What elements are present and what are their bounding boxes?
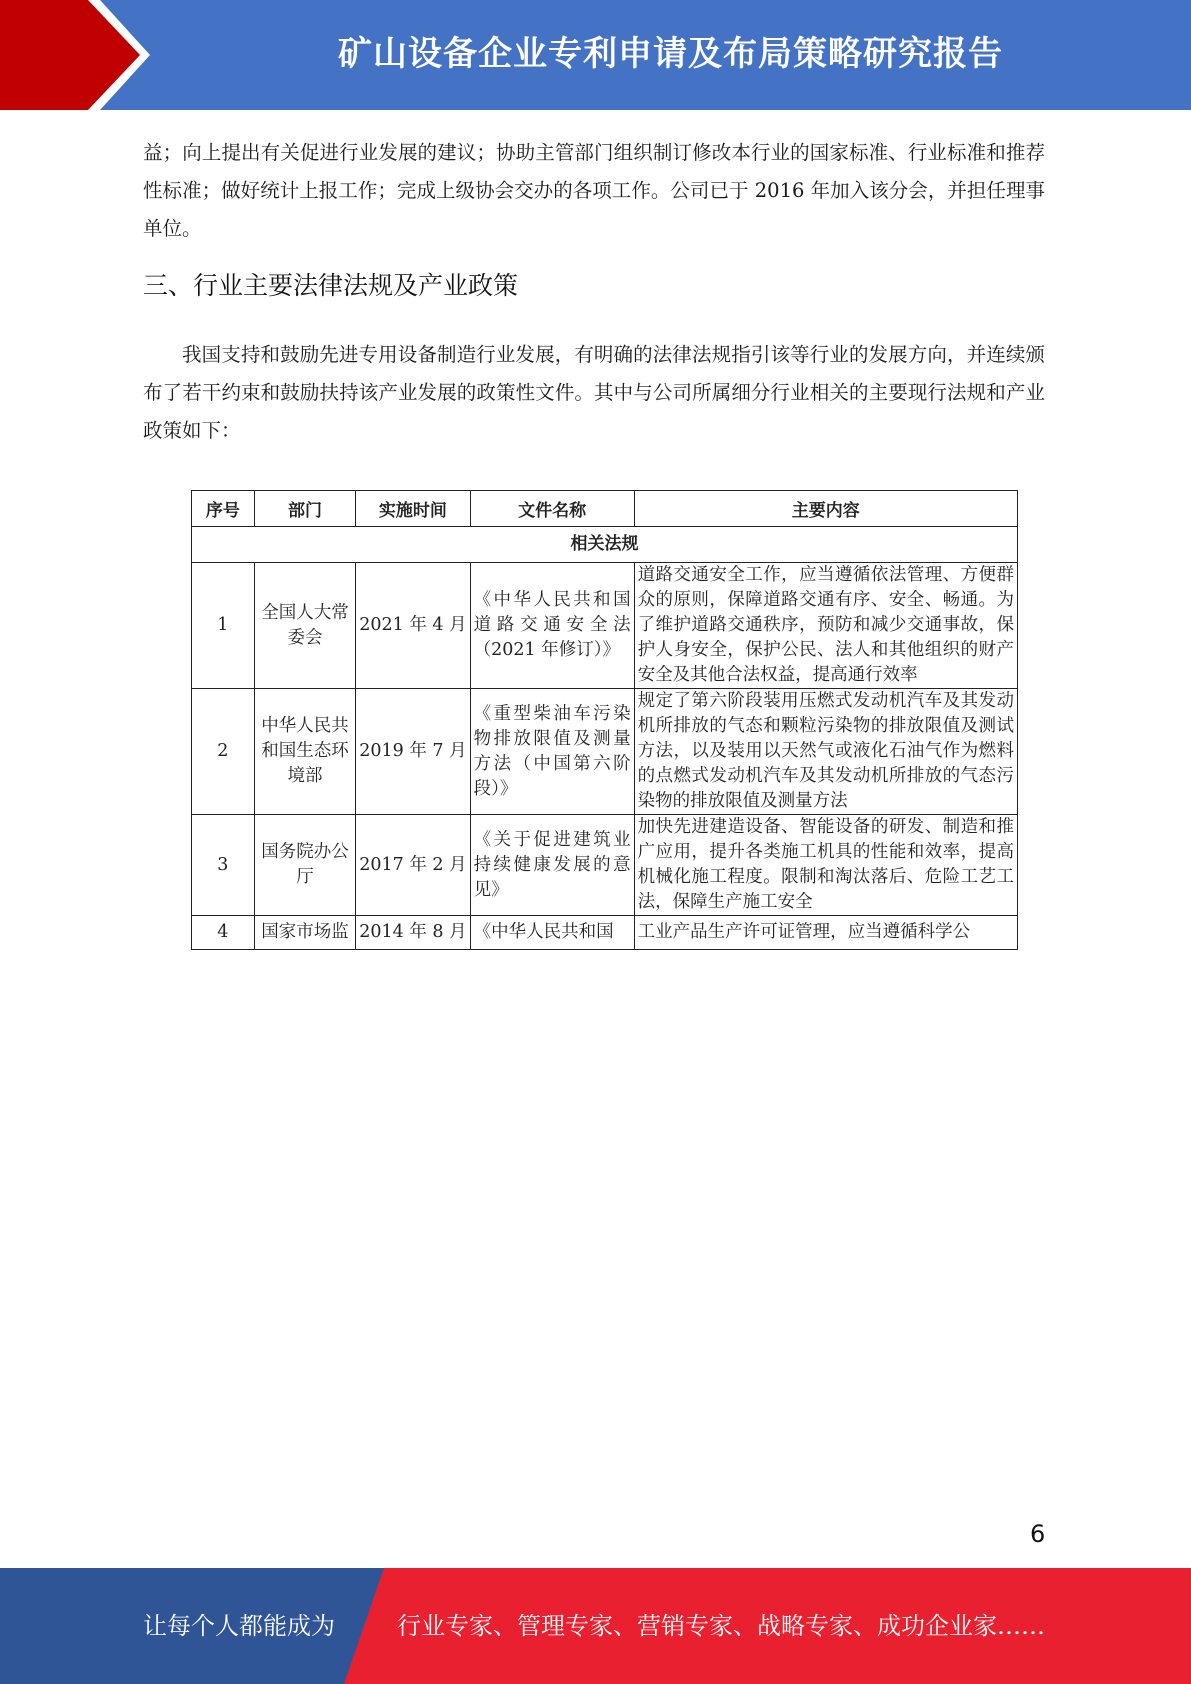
cell-index: 1 (192, 563, 255, 689)
header-content: 主要内容 (634, 491, 1017, 527)
header-department: 部门 (254, 491, 356, 527)
cell-index: 4 (192, 916, 255, 950)
header-arrow-decoration (0, 0, 150, 110)
laws-regulations-table (191, 490, 1018, 950)
cell-content: 规定了第六阶段装用压燃式发动机汽车及其发动机所排放的气态和颗粒污染物的排放限值及测试方法，以及装用以天然气或液化石油气作为燃料的点燃式发动机汽车及其发动机所排放的气态污染物的排放限值及测量方法 (634, 689, 1017, 815)
cell-department: 国家市场监 (254, 916, 356, 950)
paragraph-association-duties: 益；向上提出有关促进行业发展的建议；协助主管部门组织制订修改本行业的国家标准、行业标准和推荐性标准；做好统计上报工作；完成上级协会交办的各项工作。公司已于 2016 年加入该分会，并担任理事单位。 (143, 141, 1045, 240)
table-row (192, 563, 1018, 689)
cell-document: 《关于促进建筑业持续健康发展的意见》 (470, 815, 634, 916)
section-heading: 三、行业主要法律法规及产业政策 (143, 271, 519, 300)
paragraph-policy-intro: 我国支持和鼓励先进专用设备制造行业发展，有明确的法律法规指引该等行业的发展方向，并连续颁布了若干约束和鼓励扶持该产业发展的政策性文件。其中与公司所属细分行业相关的主要现行法规和产业政策如下： (143, 343, 1045, 442)
report-title: 矿山设备企业专利申请及布局策略研究报告 (338, 34, 1003, 74)
table-row (192, 815, 1018, 916)
cell-department: 全国人大常委会 (254, 563, 356, 689)
header-date: 实施时间 (356, 491, 470, 527)
cell-date: 2021 年 4 月 (356, 563, 470, 689)
cell-date: 2014 年 8 月 (356, 916, 470, 950)
cell-department: 中华人民共和国生态环境部 (254, 689, 356, 815)
cell-department: 国务院办公厅 (254, 815, 356, 916)
cell-content: 工业产品生产许可证管理，应当遵循科学公 (634, 916, 1017, 950)
footer-slogan-right: 行业专家、管理专家、营销专家、战略专家、成功企业家…… (397, 1612, 1045, 1640)
header-index: 序号 (192, 491, 255, 527)
cell-document: 《重型柴油车污染物排放限值及测量方法（中国第六阶段）》 (470, 689, 634, 815)
cell-date: 2019 年 7 月 (356, 689, 470, 815)
table-group-row (192, 527, 1018, 563)
cell-content: 道路交通安全工作，应当遵循依法管理、方便群众的原则，保障道路交通有序、安全、畅通。为了维护道路交通秩序，预防和减少交通事故，保护人身安全，保护公民、法人和其他组织的财产安全及其他合法权益，提高通行效率 (634, 563, 1017, 689)
cell-content: 加快先进建造设备、智能设备的研发、制造和推广应用，提升各类施工机具的性能和效率，提高机械化施工程度。限制和淘汰落后、危险工艺工法，保障生产施工安全 (634, 815, 1017, 916)
footer-slogan-left: 让每个人都能成为 (143, 1612, 335, 1640)
header-document: 文件名称 (470, 491, 634, 527)
group-label: 相关法规 (192, 527, 1018, 563)
table-row (192, 689, 1018, 815)
table-header-row (192, 491, 1018, 527)
cell-document: 《中华人民共和国道路交通安全法（2021 年修订）》 (470, 563, 634, 689)
table-row (192, 916, 1018, 950)
cell-index: 3 (192, 815, 255, 916)
cell-date: 2017 年 2 月 (356, 815, 470, 916)
report-header (0, 0, 1191, 110)
cell-index: 2 (192, 689, 255, 815)
page-number: 6 (1030, 1520, 1046, 1548)
cell-document: 《中华人民共和国 (470, 916, 634, 950)
report-footer (0, 1568, 1191, 1684)
